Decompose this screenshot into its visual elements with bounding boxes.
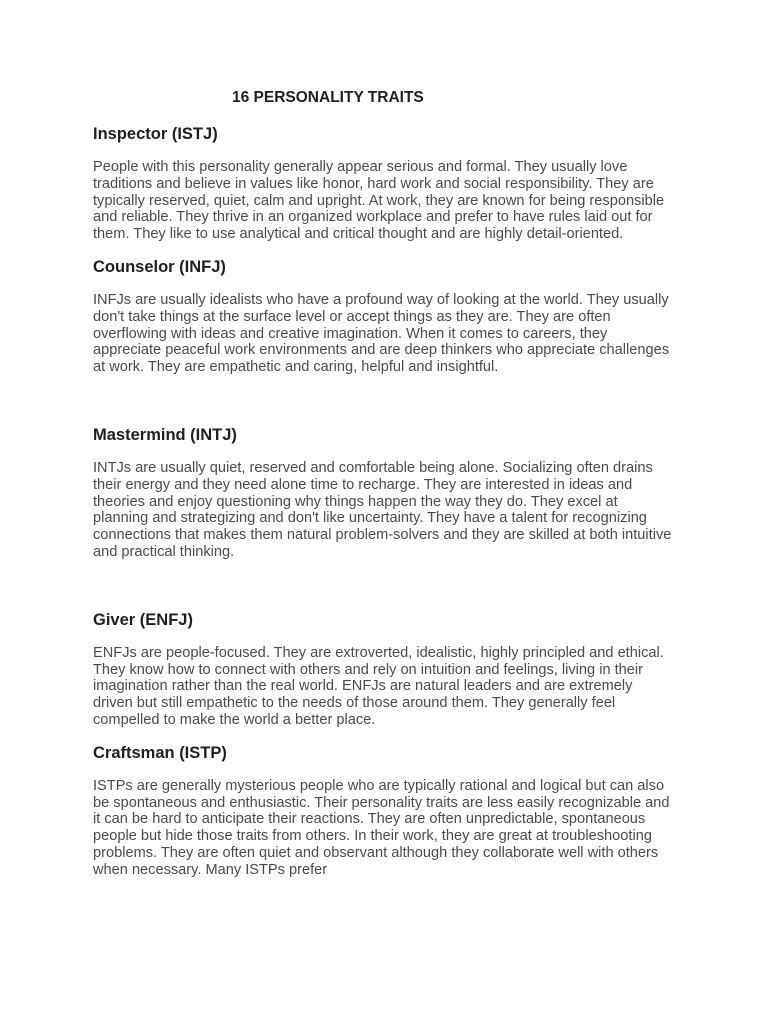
section-body-counselor: INFJs are usually idealists who have a profound way of looking at the world. They usually don't take things at the surface level or accept things as they are. They are often overflowing with ideas and creative imagination. When it comes to careers, they appreciate peaceful work environments and are deep thinkers who appreciate challenges at work. They are empathetic and caring, helpful and insightful. — [93, 291, 669, 376]
section-body-mastermind: INTJs are usually quiet, reserved and comfortable being alone. Socializing often drains their energy and they need alone time to recharge. They are interested in ideas and theories and enjoy questioning why things happen the way they do. They excel at planning and strategizing and don't like uncertainty. They have a talent for recognizing connections that makes them natural problem-solvers and they are skilled at both intuitive and practical thinking. — [93, 459, 672, 560]
section-heading-inspector: Inspector (ISTJ) — [93, 125, 218, 143]
section-heading-counselor: Counselor (INFJ) — [93, 257, 226, 276]
section-mastermind — [93, 425, 673, 561]
section-body-inspector: People with this personality generally appear serious and formal. They usually love traditions and believe in values like honor, hard work and social responsibility. They are typically reserved, quiet, calm and upright. At work, they are known for being responsible and reliable. They thrive in an organized workplace and prefer to have rules laid out for them. They like to use analytical and critical thought and are highly detail-oriented. — [93, 159, 665, 243]
section-body-giver: ENFJs are people-focused. They are extroverted, idealistic, highly principled and ethical. They know how to connect with others and rely on intuition and feelings, living in their imagination rather than the real world. ENFJs are natural leaders and are extremely driven but still empathetic to the needs of those around them. They generally feel compelled to make the world a better place. — [93, 644, 664, 728]
section-heading-craftsman: Craftsman (ISTP) — [93, 743, 227, 762]
section-heading-mastermind: Mastermind (INTJ) — [93, 425, 237, 444]
section-inspector — [93, 124, 673, 243]
document-page — [93, 88, 673, 879]
section-body-craftsman: ISTPs are generally mysterious people who are typically rational and logical but can also be spontaneous and enthusiastic. Their personality traits are less easily recognizable and it can be hard to anticipate their reactions. They are often unpredictable, spontaneous people but hide those traits from others. In their work, they are great at troubleshooting problems. They are often quiet and observant although they collaborate well with others when necessary. Many ISTPs prefer — [93, 777, 670, 878]
section-craftsman — [93, 743, 673, 879]
document-title: 16 PERSONALITY TRAITS — [232, 89, 424, 106]
section-heading-giver: Giver (ENFJ) — [93, 610, 193, 629]
section-counselor — [93, 257, 673, 376]
section-giver — [93, 610, 673, 729]
